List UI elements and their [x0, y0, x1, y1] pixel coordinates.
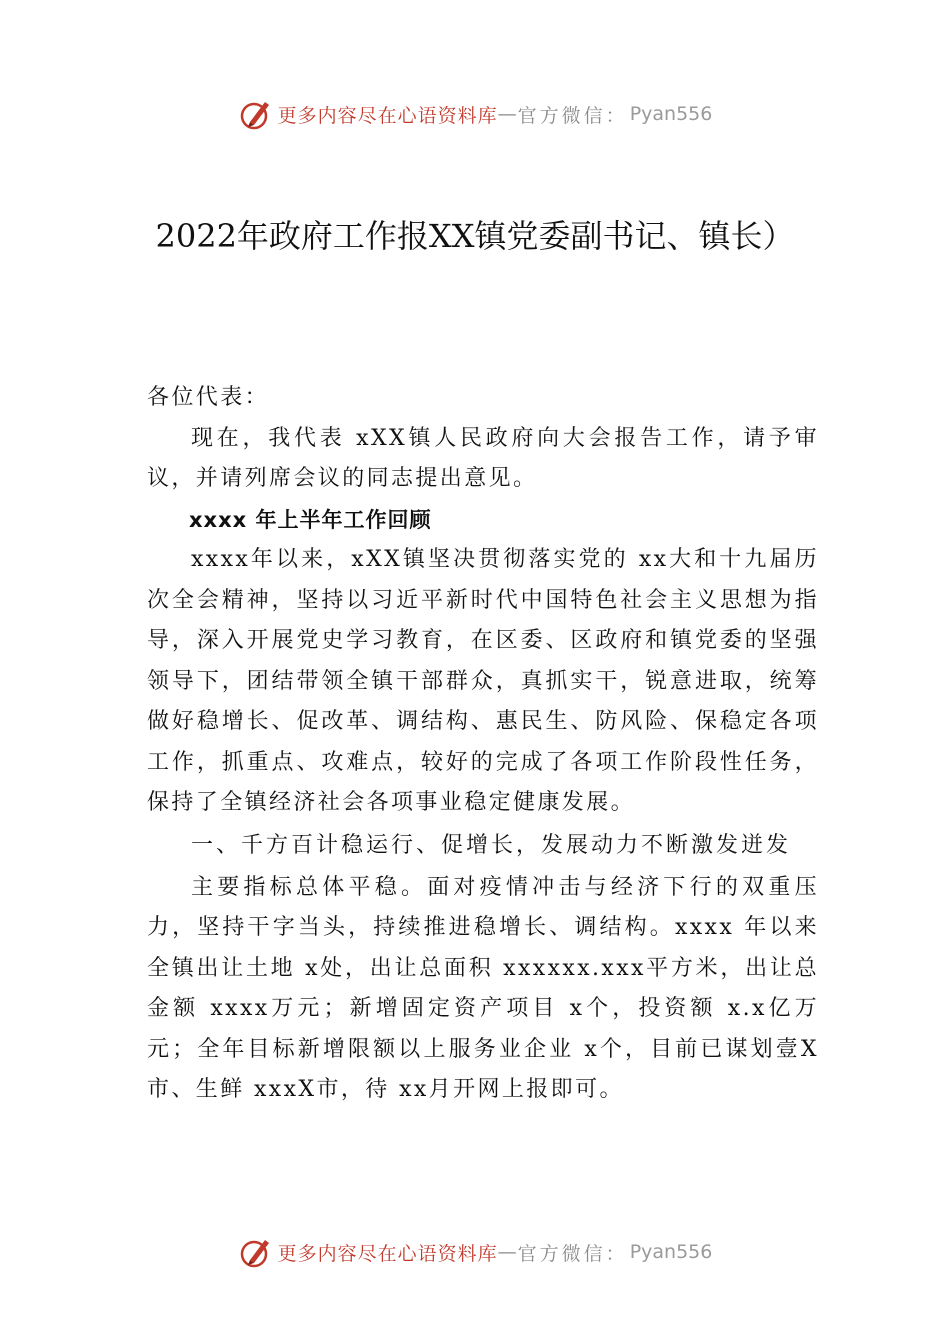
watermark-wechat-id: Pyan556: [629, 103, 713, 125]
watermark-red-text: 更多内容尽在心语资料库: [277, 104, 498, 127]
review-heading: xxxx 年上半年工作回顾: [189, 507, 432, 532]
pen-circle-logo-icon: [238, 96, 274, 132]
document-body: [147, 378, 819, 1111]
watermark-dash: —: [497, 1241, 518, 1263]
section1-heading: 一、千方百计稳运行、促增长，发展动力不断激发迸发: [191, 832, 792, 858]
watermark-dash: —: [497, 103, 518, 125]
footer-watermark: [0, 1234, 950, 1270]
section1-paragraph: 主要指标总体平稳。面对疫情冲击与经济下行的双重压力，坚持干字当头，持续推进稳增长、调结构。xxxx 年以来全镇出让土地 x处，出让总面积 xxxxxx.xxx平方米，出让总金额 xxxx万元；新增固定资产项目 x个，投资额 x.x亿万元；全年目标新增限额以上服务业企业 x个，目前已谋划壹X市、生鲜 xxxX市，待 xx月开网上报即可。: [147, 874, 819, 1102]
watermark-red-text: 更多内容尽在心语资料库: [277, 1242, 498, 1265]
pen-circle-logo-icon: [238, 1234, 274, 1270]
document-title: 2022年政府工作报XX镇党委副书记、镇长）: [155, 217, 795, 255]
intro-paragraph: 现在，我代表 xXX镇人民政府向大会报告工作，请予审议，并请列席会议的同志提出意见。: [147, 425, 819, 491]
watermark-wechat-id: Pyan556: [629, 1241, 713, 1263]
review-paragraph: xxxx年以来，xXX镇坚决贯彻落实党的 xx大和十九届历次全会精神，坚持以习近平新时代中国特色社会主义思想为指导，深入开展党史学习教育，在区委、区政府和镇党委的坚强领导下，团结带领全镇干部群众，真抓实干，锐意进取，统筹做好稳增长、促改革、调结构、惠民生、防风险、保稳定各项工作，抓重点、攻难点，较好的完成了各项工作阶段性任务，保持了全镇经济社会各项事业稳定健康发展。: [147, 547, 819, 815]
header-watermark: [0, 96, 950, 132]
watermark-gray-text: 官方微信：: [517, 104, 628, 127]
salutation: 各位代表：: [147, 385, 270, 410]
watermark-gray-text: 官方微信：: [517, 1242, 628, 1265]
